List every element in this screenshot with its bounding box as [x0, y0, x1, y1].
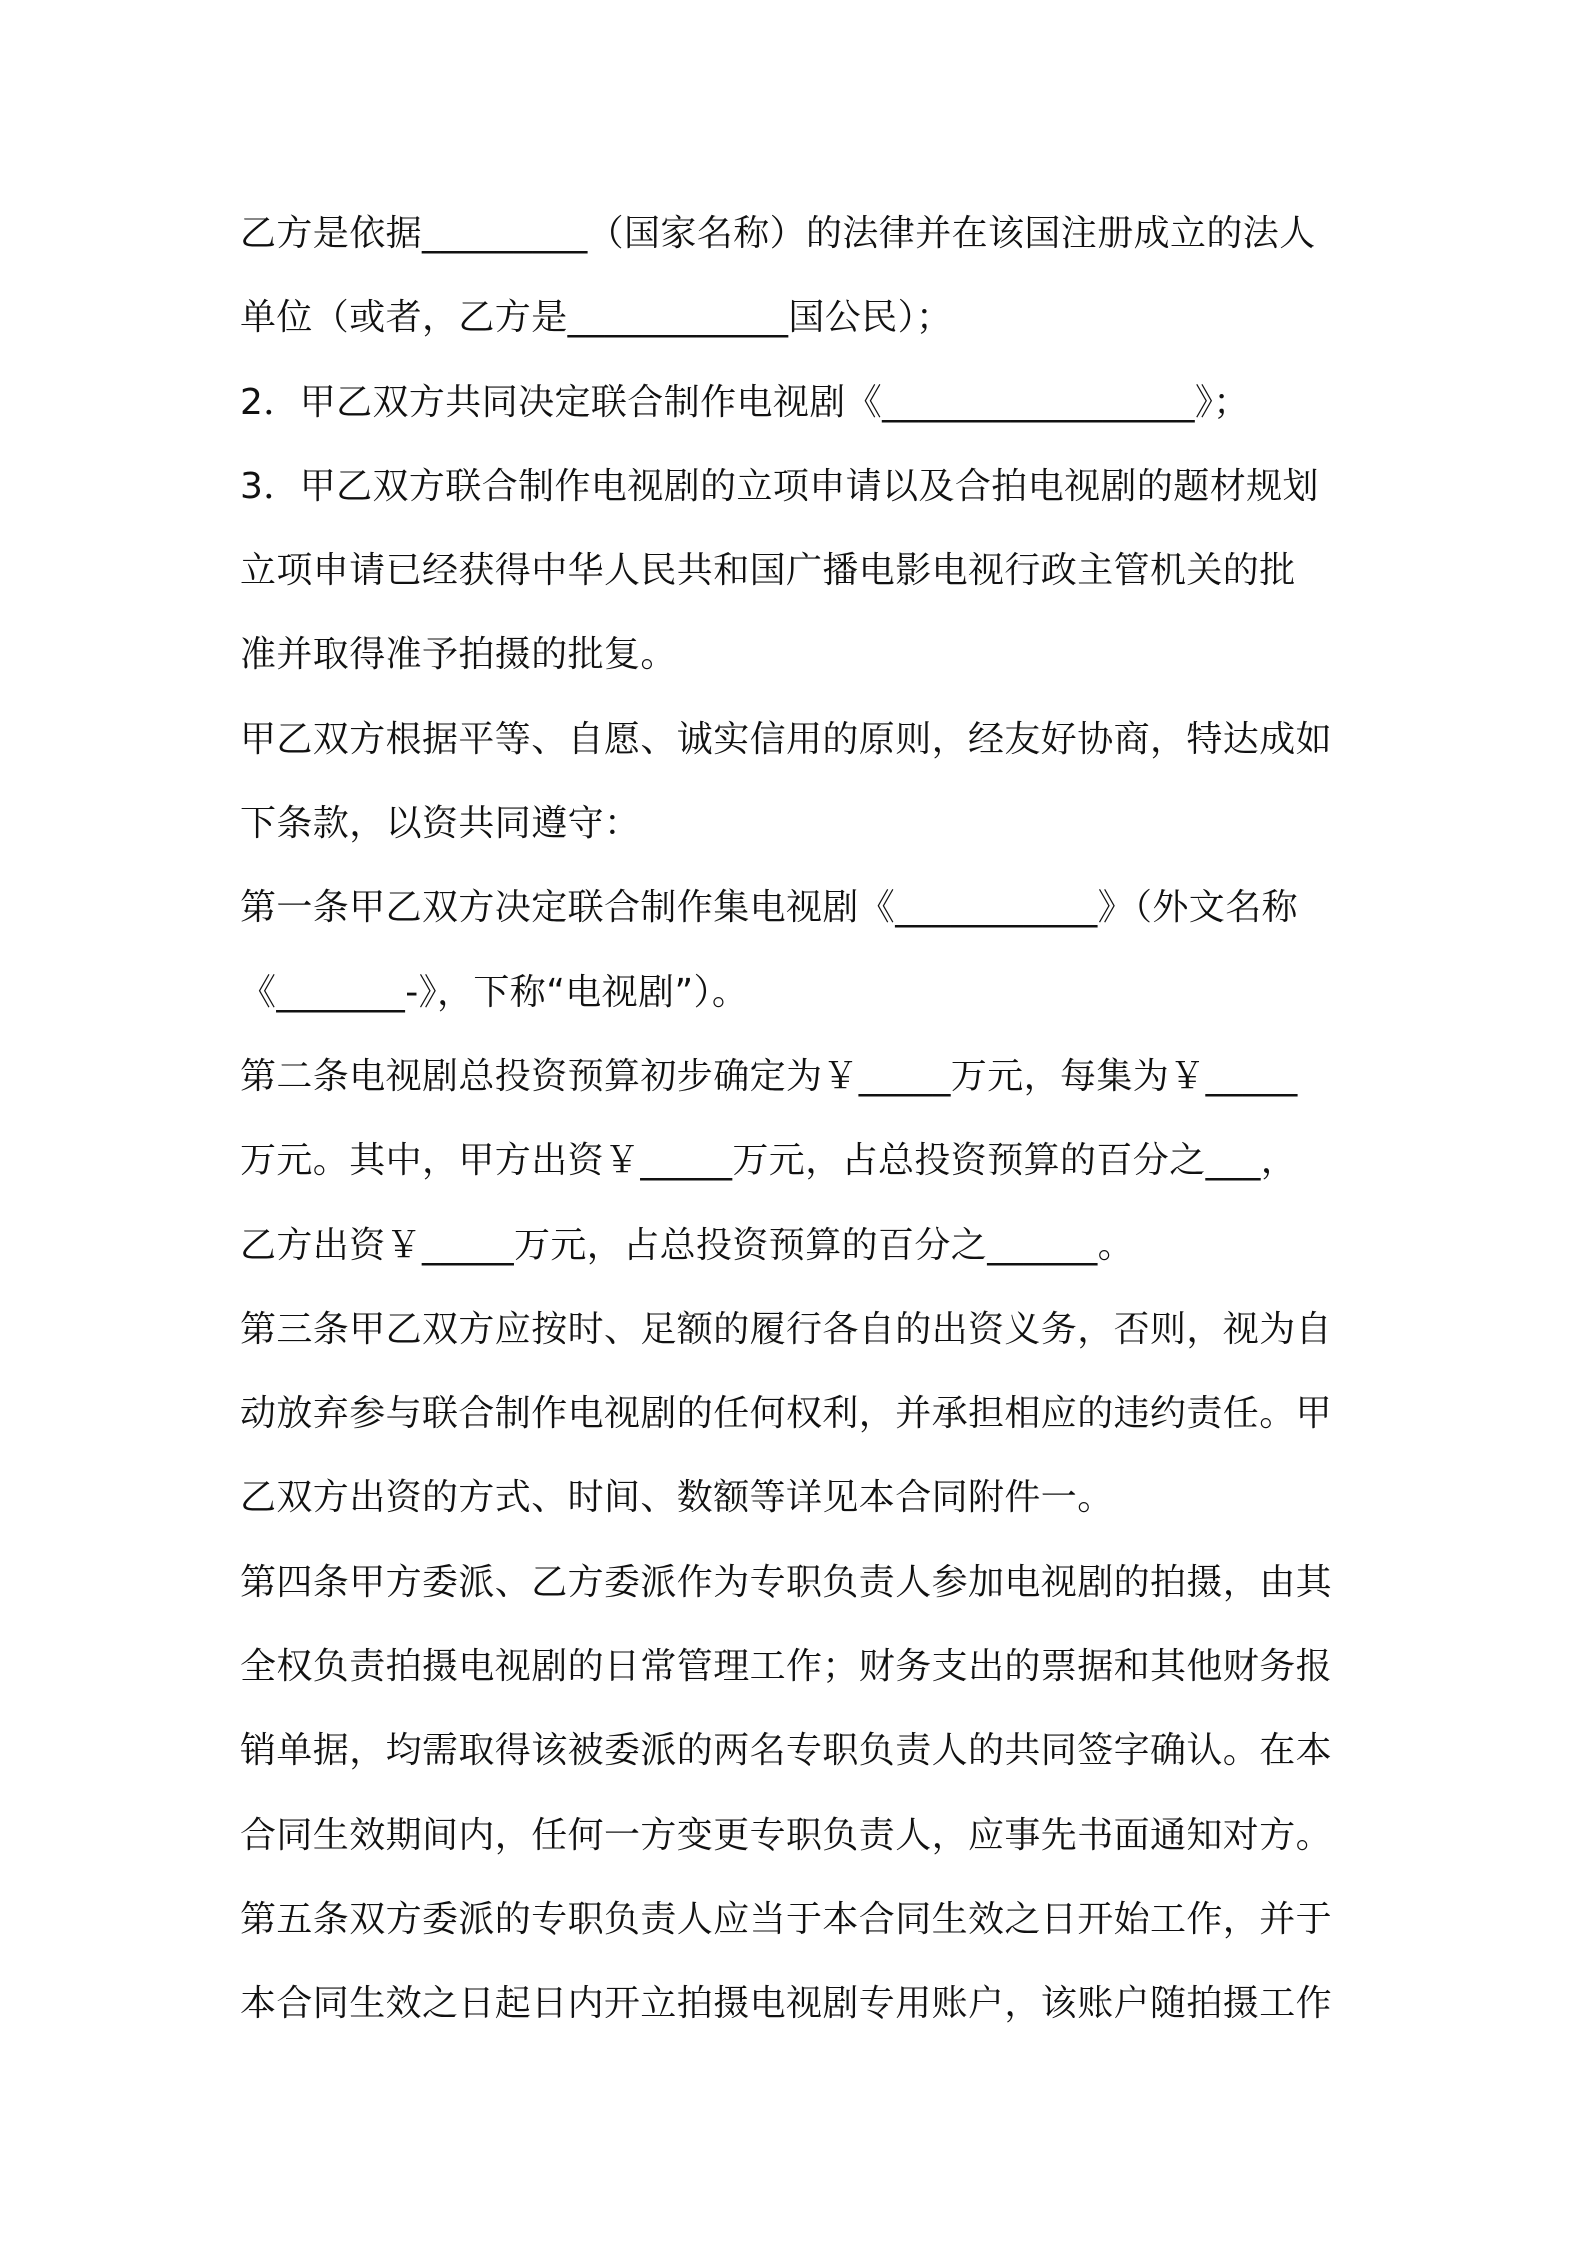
- text-line: 立项申请已经获得中华人民共和国广播电影电视行政主管机关的批: [240, 550, 1296, 592]
- text-line: 全权负责拍摄电视剧的日常管理工作；财务支出的票据和其他财务报: [240, 1646, 1333, 1688]
- text-line: 3．甲乙双方联合制作电视剧的立项申请以及合拍电视剧的题材规划: [240, 465, 1319, 507]
- text-line: 2．甲乙双方共同决定联合制作电视剧《_________________》；: [240, 381, 1250, 423]
- text-line: 第三条甲乙双方应按时、足额的履行各自的出资义务，否则，视为自: [240, 1308, 1333, 1350]
- text-line: 第一条甲乙双方决定联合制作集电视剧《___________》（外文名称: [240, 887, 1299, 929]
- text-line: 《_______-》，下称“电视剧”）。: [240, 971, 749, 1013]
- text-line: 万元。其中，甲方出资￥_____万元，占总投资预算的百分之___，: [240, 1140, 1298, 1182]
- text-line: 第四条甲方委派、乙方委派作为专职负责人参加电视剧的拍摄，由其: [240, 1561, 1333, 1603]
- text-line: 乙方出资￥_____万元，占总投资预算的百分之______。: [240, 1224, 1135, 1266]
- text-line: 甲乙双方根据平等、自愿、诚实信用的原则，经友好协商，特达成如: [240, 718, 1333, 760]
- text-line: 本合同生效之日起日内开立拍摄电视剧专用账户，该账户随拍摄工作: [240, 1983, 1333, 2025]
- text-line: 合同生效期间内，任何一方变更专职负责人，应事先书面通知对方。: [240, 1814, 1333, 1856]
- text-line: 销单据，均需取得该被委派的两名专职负责人的共同签字确认。在本: [240, 1730, 1333, 1772]
- text-line: 准并取得准予拍摄的批复。: [240, 634, 677, 676]
- text-line: 第二条电视剧总投资预算初步确定为￥_____万元，每集为￥_____: [240, 1055, 1298, 1097]
- text-line: 下条款，以资共同遵守：: [240, 803, 641, 845]
- text-line: 第五条双方委派的专职负责人应当于本合同生效之日开始工作，并于: [240, 1898, 1333, 1940]
- text-line: 乙方是依据_________（国家名称）的法律并在该国注册成立的法人: [240, 213, 1316, 254]
- text-line: 动放弃参与联合制作电视剧的任何权利，并承担相应的违约责任。甲: [240, 1393, 1333, 1435]
- text-line: 乙双方出资的方式、时间、数额等详见本合同附件一。: [240, 1477, 1114, 1519]
- document-body: [240, 192, 1360, 2047]
- text-line: 单位（或者，乙方是____________国公民）；: [240, 297, 953, 339]
